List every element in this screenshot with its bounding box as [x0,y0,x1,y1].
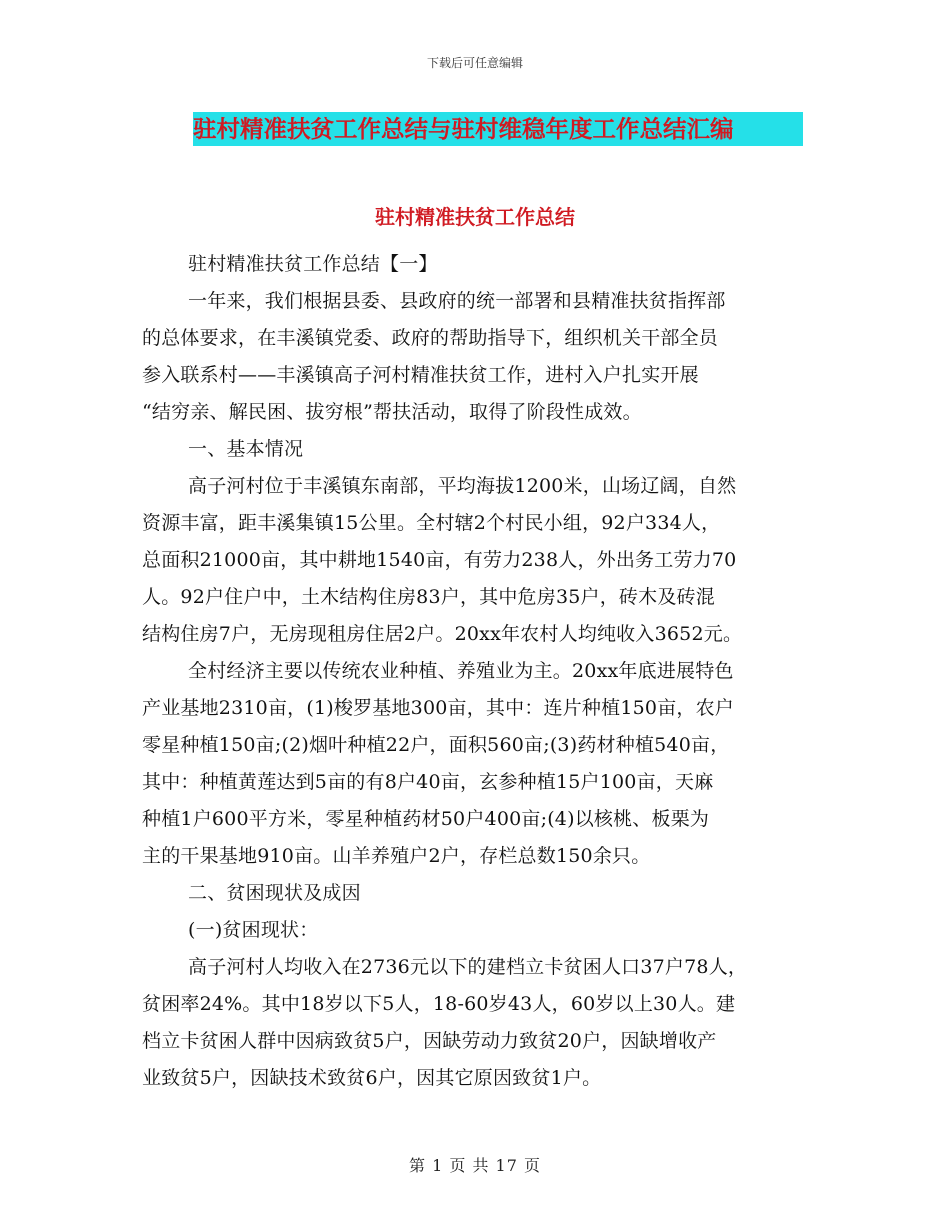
section-heading: 一、基本情况 [188,438,304,460]
paragraph-line: 参入联系村——丰溪镇高子河村精准扶贫工作，进村入户扎实开展 [142,364,699,386]
paragraph-line: 资源丰富，距丰溪集镇15公里。全村辖2个村民小组，92户334人， [142,512,721,534]
paragraph-line: 零星种植150亩;(2)烟叶种植22户，面积560亩;(3)药材种植540亩， [142,734,730,756]
paragraph-line: “结穷亲、解民困、拔穷根”帮扶活动，取得了阶段性成效。 [142,401,642,423]
header-note: 下载后可任意编辑 [426,56,523,70]
paragraph-line: 的总体要求，在丰溪镇党委、政府的帮助指导下，组织机关干部全员 [142,327,719,349]
paragraph-line: 全村经济主要以传统农业种植、养殖业为主。20xx年底进展特色 [188,660,734,682]
subsection-heading: (一)贫困现状： [188,919,319,941]
paragraph-line: 种植1户600平方米，零星种植药材50户400亩;(4)以核桃、板栗为 [142,808,710,830]
page-number: 第 1 页 共 17 页 [409,1156,541,1175]
section-title: 驻村精准扶贫工作总结 [375,205,575,229]
paragraph-line: 贫困率24%。其中18岁以下5人，18-60岁43人，60岁以上30人。建 [142,993,736,1015]
paragraph-line: 高子河村位于丰溪镇东南部，平均海拔1200米，山场辽阔，自然 [188,475,737,497]
paragraphs [142,246,808,1097]
paragraph-line: 其中：种植黄莲达到5亩的有8户40亩，玄参种植15户100亩，天麻 [142,771,714,793]
paragraph-line: 一年来，我们根据县委、县政府的统一部署和县精准扶贫指挥部 [188,290,726,312]
paragraph-heading: 驻村精准扶贫工作总结【一】 [188,253,438,275]
paragraph-line: 人。92户住户中，土木结构住房83户，其中危房35户，砖木及砖混 [142,586,715,608]
main-title: 驻村精准扶贫工作总结与驻村维稳年度工作总结汇编 [193,112,803,146]
paragraph-line: 档立卡贫困人群中因病致贫5户，因缺劳动力致贫20户，因缺增收产 [142,1030,717,1052]
paragraph-line: 总面积21000亩，其中耕地1540亩，有劳力238人，外出务工劳力70 [142,549,737,571]
paragraph-line: 高子河村人均收入在2736元以下的建档立卡贫困人口37户78人， [188,956,748,978]
paragraph-line: 业致贫5户，因缺技术致贫6户，因其它原因致贫1户。 [142,1067,602,1089]
paragraph-line: 产业基地2310亩，(1)梭罗基地300亩，其中：连片种植150亩，农户 [142,697,734,719]
section-heading: 二、贫困现状及成因 [188,882,361,904]
paragraph-line: 主的干果基地910亩。山羊养殖户2户，存栏总数150余只。 [142,845,651,867]
paragraph-line: 结构住房7户，无房现租房住居2户。20xx年农村人均纯收入3652元。 [142,623,743,645]
